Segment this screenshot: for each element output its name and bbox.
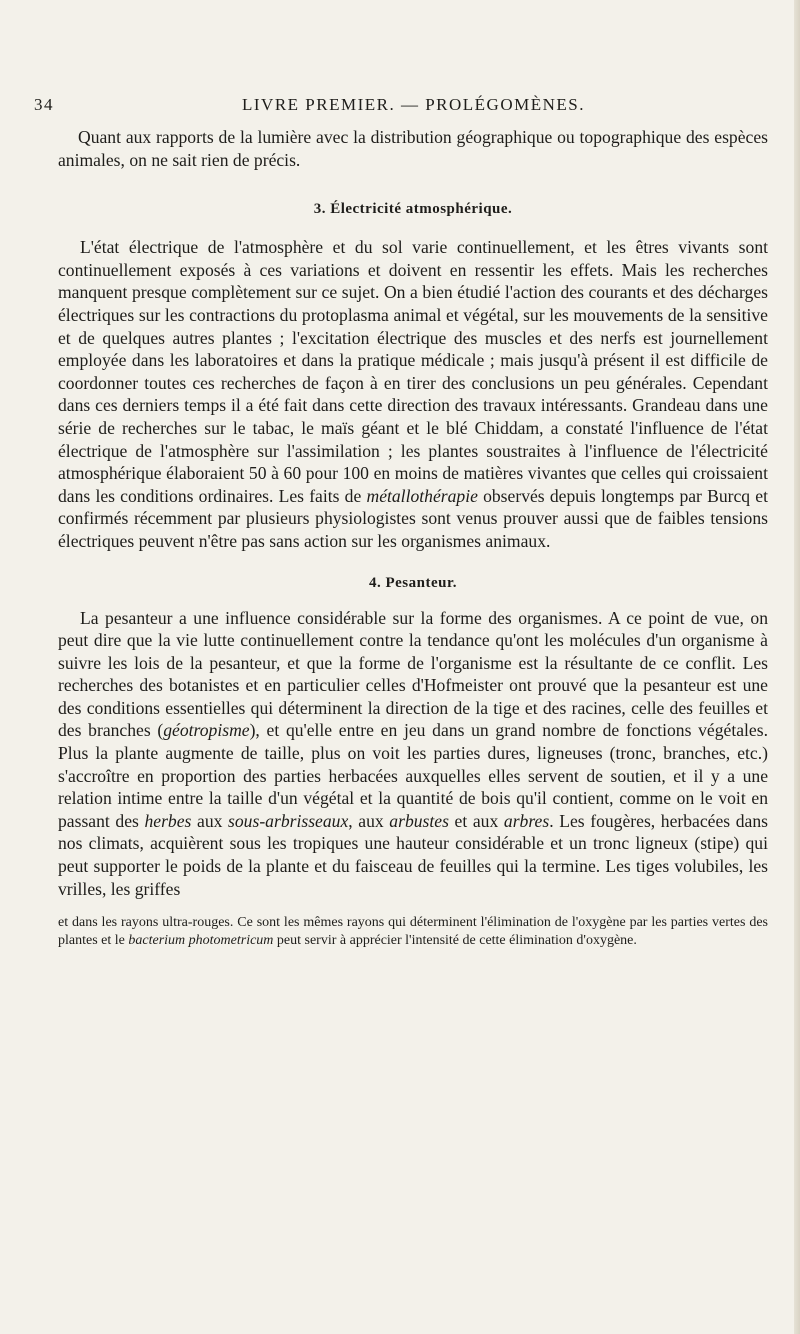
paragraph-electricite (58, 236, 768, 552)
italic-term: sous-arbrisseaux (228, 810, 349, 831)
italic-term: géotropisme (163, 720, 250, 741)
text-run: observés depuis longtemps par Burcq et confirmés récemment par plusieurs physiologistes sont venus prouver aussi que de faibles tensions électriques peuvent n'être pas sans action sur les organismes animaux. (58, 485, 768, 551)
italic-term: bacterium photometricum (128, 933, 274, 949)
page-header (34, 95, 764, 119)
text-run: La pesanteur a une influence considérable sur la forme des organismes. A ce point de vue, on peut dire que la vie lutte continuellement contre la tendance qu'ont les molécules d'un organisme à suivre les lois de la pesanteur, et que la forme de l'organisme est la résultante de ce conflit. Les recherches des botanistes et en particulier celles d'Hofmeister ont prouvé que la pesanteur est une des conditions essentielles qui déterminent la direction de la tige et des racines, celle des feuilles et des branches ( (58, 607, 768, 741)
section-heading-pesanteur: 4. Pesanteur. (368, 574, 458, 591)
text-run: L'état électrique de l'atmosphère et du sol varie continuellement, et les êtres vivants sont continuellement exposés à ces variations et doivent en ressentir les effets. Mais les recherches manquent presque complètement sur ce sujet. On a bien étudié l'action des courants et des décharges électriques sur les contractions du protoplasma animal et végétal, sur les mouvements de la sensitive et de quelques autres plantes ; l'excitation électrique des muscles et des nerfs est journellement employée dans les laboratoires et dans la pratique médicale ; mais jusqu'à présent il est difficile de coordonner toutes ces recherches de façon à en tirer des conclusions un peu générales. Cependant dans ces derniers temps il a été fait dans cette direction des travaux intéressants. Grandeau dans une série de recherches sur le tabac, le maïs géant et le blé Chiddam, a constaté l'influence de l'état électrique de l'atmosphère sur l'assimilation ; les plantes soustraites à l'influence de l'électricité atmosphérique élaboraient 50 à 60 pour 100 en moins de matières vivantes que celles qui croissaient dans les conditions ordinaires. Les faits de (58, 237, 768, 506)
text-run: , aux (348, 810, 390, 831)
text-run: . Les fougères, herbacées dans nos climats, acquièrent sous les tropiques une hauteur considérable et un tronc ligneux (stipe) qui peut supporter le poids de la plante et du faisceau de feuilles qui la termine. Les tiges volubiles, les vrilles, les griffes (58, 810, 769, 899)
intro-text: Quant aux rapports de la lumière avec la distribution géographique ou topographique des espèces animales, on ne sait rien de précis. (58, 127, 768, 170)
text-run: peut servir à apprécier l'intensité de cette élimination d'oxygène. (273, 933, 637, 949)
italic-term: herbes (144, 810, 192, 831)
italic-term: arbres (503, 810, 550, 831)
page-edge-shadow (794, 0, 800, 1334)
paragraph-pesanteur (58, 607, 768, 901)
italic-term: arbustes (389, 810, 449, 831)
running-title: LIVRE PREMIER. — PROLÉGOMÈNES. (242, 95, 585, 114)
intro-paragraph (58, 126, 768, 171)
text-run: et dans les rayons ultra-rouges. Ce sont les mêmes rayons qui déterminent l'élimination de l'oxygène par les parties vertes des plantes et le (58, 915, 768, 949)
page-body (58, 126, 768, 950)
text-run: aux (191, 810, 229, 831)
footnote (58, 914, 768, 950)
text-run: et aux (448, 810, 504, 831)
page-number: 34 (34, 95, 54, 114)
italic-term: métallothérapie (366, 485, 478, 506)
text-run: ), et qu'elle entre en jeu dans un grand nombre de fonctions végétales. Plus la plante augmente de taille, plus on voit les parties dures, ligneuses (tronc, branches, etc.) s'accroître en proportion des parties herbacées auxquelles elles servent de soutien, et il y a une relation intime entre la taille d'un végétal et la quantité de bois qu'il contient, comme on le voit en passant des (58, 720, 768, 831)
section-heading-electricite: 3. Électricité atmosphérique. (313, 201, 513, 218)
